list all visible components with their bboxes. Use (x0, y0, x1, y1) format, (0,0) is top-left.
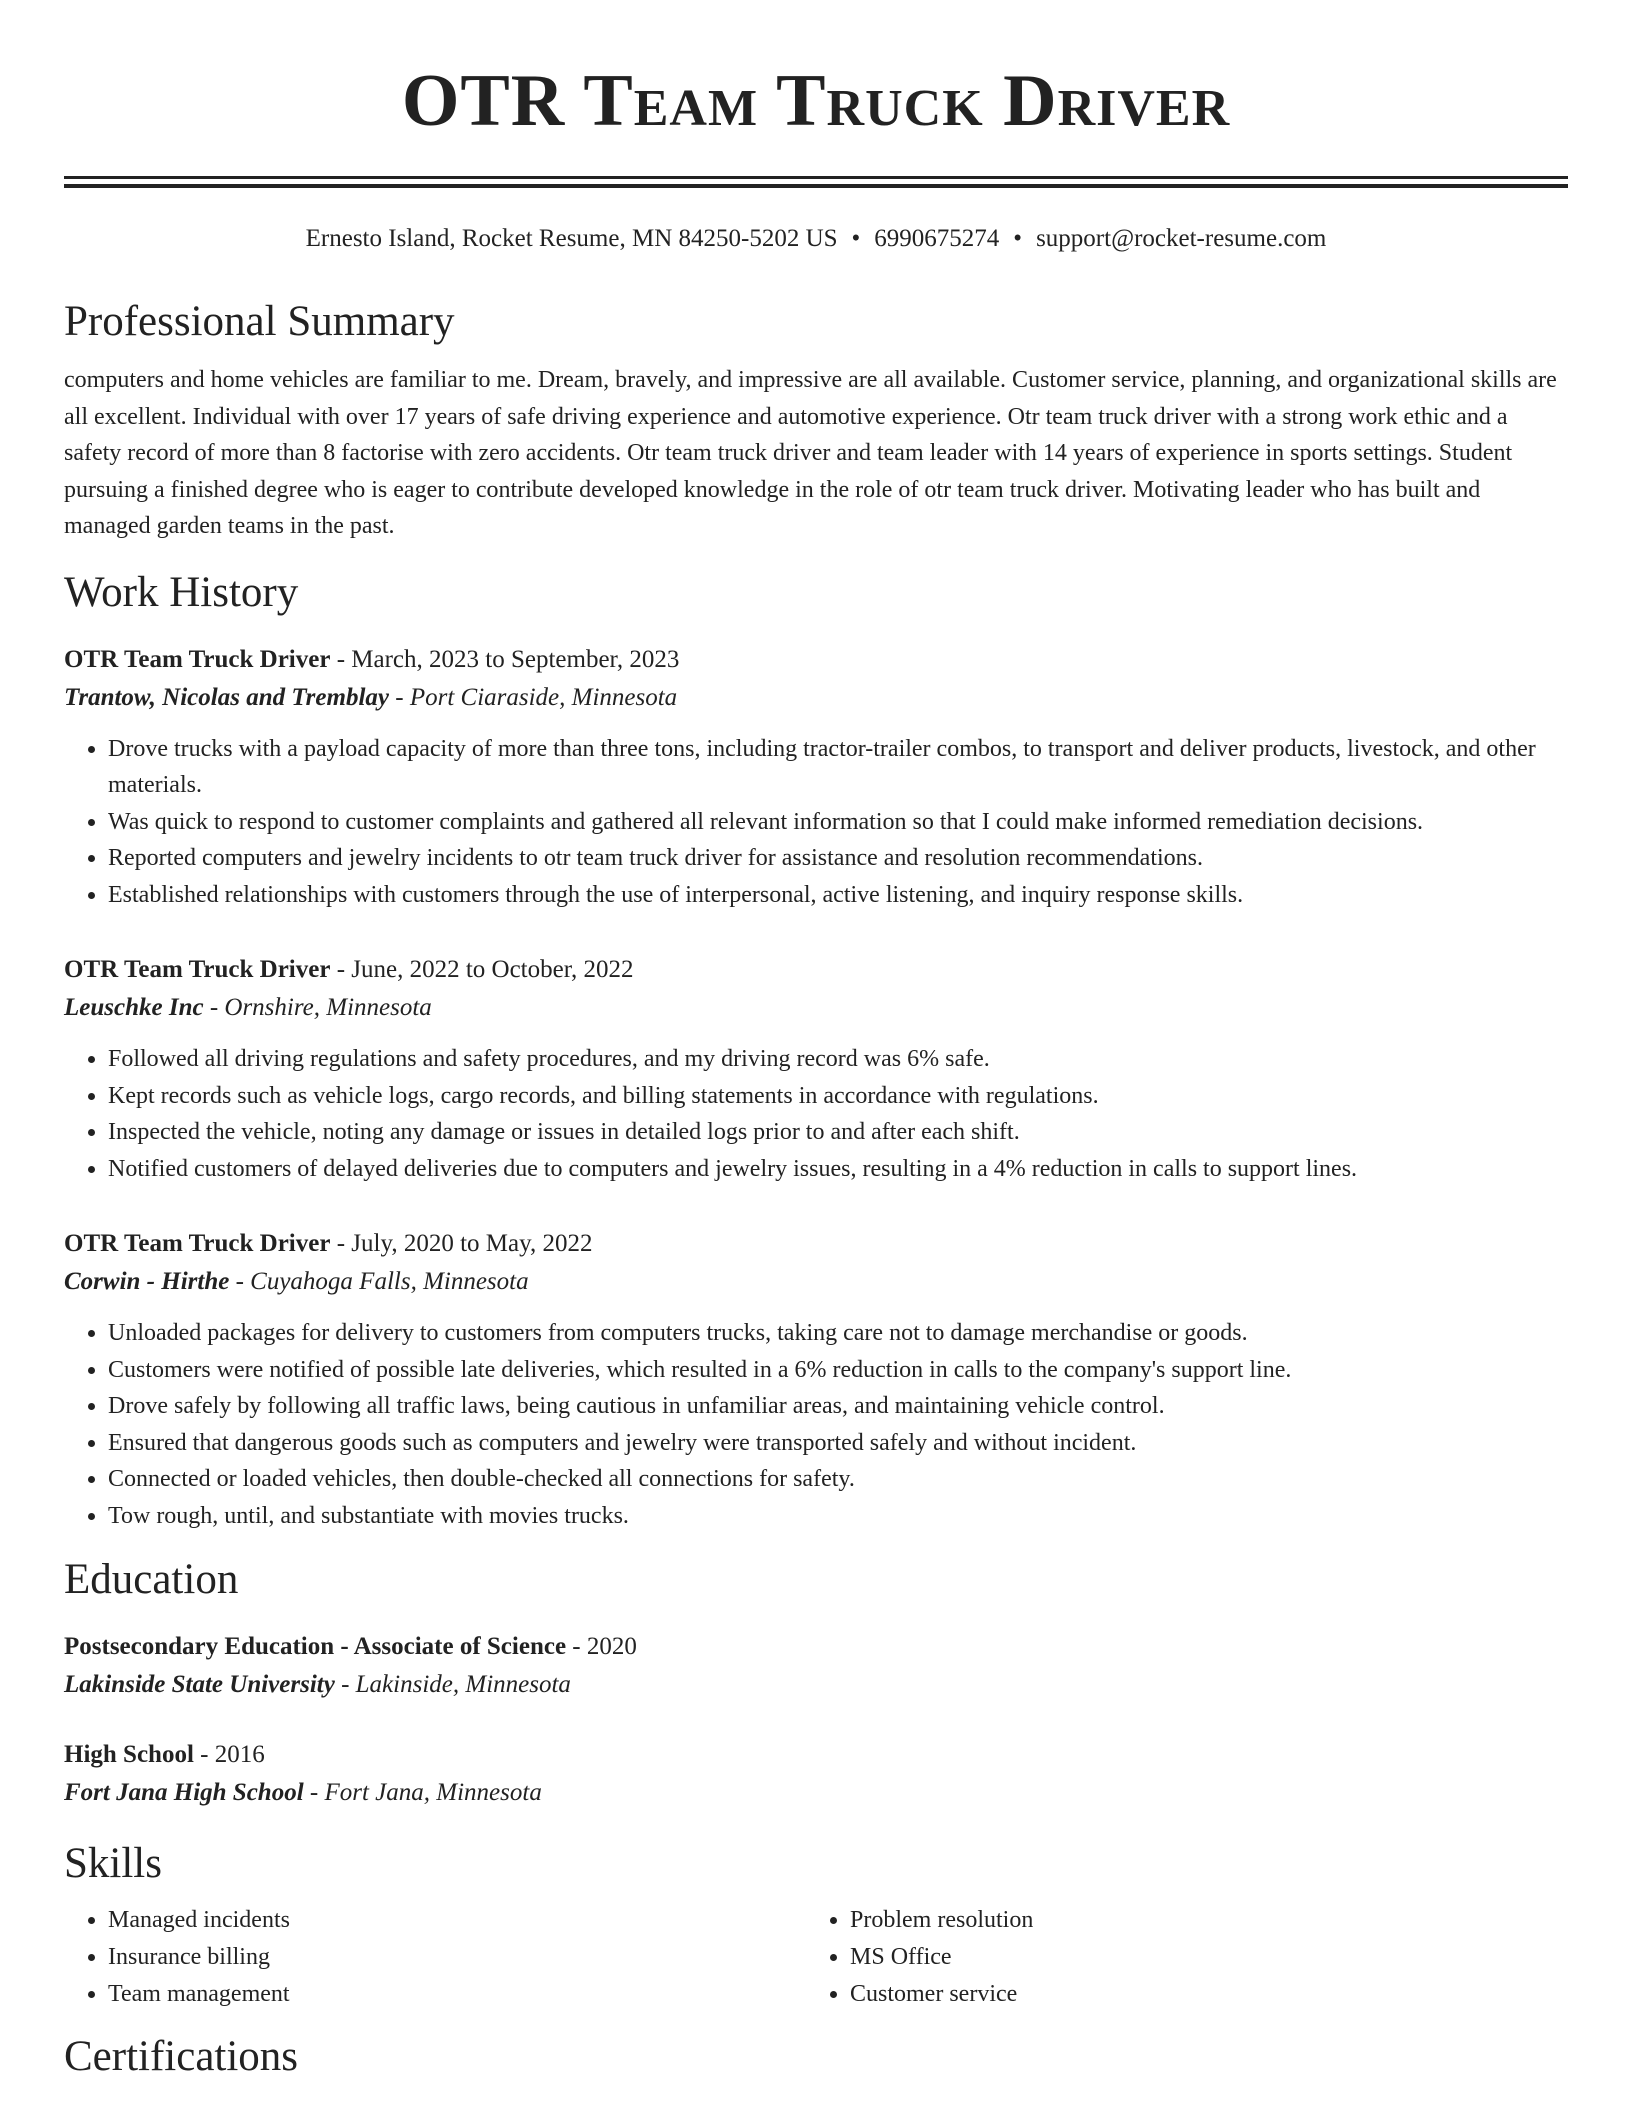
job-role: OTR Team Truck Driver (64, 645, 331, 673)
education-degree: High School (64, 1741, 194, 1768)
skills-heading: Skills (64, 1840, 162, 1887)
education-entry (64, 1628, 1568, 1704)
education-year: - 2020 (566, 1633, 637, 1660)
contact-separator: • (851, 225, 861, 252)
education-heading: Education (64, 1556, 239, 1603)
education-school-line (64, 1774, 1568, 1812)
job-bullet: • Customers were notified of possible late deliveries, which resulted in a 6% reduction in calls to the company's support line. (108, 1352, 1568, 1389)
education-degree: Postsecondary Education - Associate of Science (64, 1633, 567, 1660)
job-bullet: • Connected or loaded vehicles, then double-checked all connections for safety. (108, 1461, 1568, 1498)
job-bullet: • Drove safely by following all traffic laws, being cautious in unfamiliar areas, and maintaining vehicle control. (108, 1388, 1568, 1425)
job-bullet: • Was quick to respond to customer complaints and gathered all relevant information so that I could make informed remediation decisions. (108, 804, 1568, 841)
job-entry (64, 641, 1568, 914)
job-dates: - March, 2023 to September, 2023 (330, 645, 680, 673)
job-bullet: • Tow rough, until, and substantiate with movies trucks. (108, 1498, 1568, 1535)
contact-email[interactable]: support@rocket-resume.com (1036, 225, 1327, 252)
job-bullet: • Kept records such as vehicle logs, cargo records, and billing statements in accordance with regulations. (108, 1078, 1568, 1115)
education-school: Fort Jana High School (64, 1779, 304, 1806)
job-bullet: • Drove trucks with a payload capacity of more than three tons, including tractor-trailer combos, to transport and deliver products, livestock, and other materials. (108, 731, 1568, 804)
education-header (64, 1736, 1568, 1774)
skill-item: • Problem resolution (850, 1902, 1548, 1939)
job-location: - Port Ciaraside, Minnesota (389, 683, 678, 711)
skills-column-left (64, 1902, 806, 2013)
summary-text: computers and home vehicles are familiar to me. Dream, bravely, and impressive are all available. Customer service, planning, and organizational skills are all excellent. Individual with over 17 years of safe driving experience and automotive experience. Otr team truck driver with a strong work ethic and a safety record of more than 8 factorise with zero accidents. Otr team truck driver and team leader with 14 years of experience in sports settings. Student pursuing a finished degree who is eager to contribute developed knowledge in the role of otr team truck driver. Motivating leader who has built and managed garden teams in the past. (64, 367, 1557, 539)
contact-phone: 6990675274 (874, 225, 1000, 252)
job-company-line (64, 1263, 1568, 1301)
job-company: Corwin - Hirthe (64, 1268, 230, 1295)
contact-separator: • (1013, 225, 1023, 252)
skills-column-right (806, 1902, 1548, 2013)
education-location: - Fort Jana, Minnesota (303, 1779, 542, 1806)
job-header (64, 641, 1568, 679)
job-bullet: • Inspected the vehicle, noting any damage or issues in detailed logs prior to and after each shift. (108, 1114, 1568, 1151)
job-location: - Ornshire, Minnesota (203, 994, 432, 1021)
job-bullet: • Ensured that dangerous goods such as computers and jewelry were transported safely and without incident. (108, 1425, 1568, 1462)
job-company-line (64, 679, 1568, 717)
education-school-line (64, 1666, 1568, 1704)
job-bullet: • Established relationships with customers through the use of interpersonal, active listening, and inquiry response skills. (108, 877, 1568, 914)
work-history-heading: Work History (64, 568, 299, 616)
job-dates: - July, 2020 to May, 2022 (330, 1230, 593, 1257)
skill-item: • MS Office (850, 1939, 1548, 1976)
job-company: Leuschke Inc (64, 994, 204, 1021)
candidate-name: OTR Team Truck Driver (401, 60, 1231, 142)
job-bullet: • Reported computers and jewelry incidents to otr team truck driver for assistance and resolution recommendations. (108, 840, 1568, 877)
certifications-heading: Certifications (64, 2033, 299, 2080)
education-header (64, 1628, 1568, 1666)
job-entry (64, 1225, 1568, 1534)
job-header (64, 951, 1568, 989)
job-dates: - June, 2022 to October, 2022 (330, 956, 634, 983)
contact-address: Ernesto Island, Rocket Resume, MN 84250-5202 US (305, 225, 838, 252)
job-bullets (64, 1041, 1568, 1187)
skill-item: • Managed incidents (108, 1902, 806, 1939)
skill-item: • Insurance billing (108, 1939, 806, 1976)
job-role: OTR Team Truck Driver (64, 1230, 331, 1257)
job-location: - Cuyahoga Falls, Minnesota (229, 1268, 529, 1295)
job-entry (64, 951, 1568, 1187)
job-bullets (64, 1315, 1568, 1534)
job-bullet: • Notified customers of delayed deliveries due to computers and jewelry issues, resulting in a 4% reduction in calls to support lines. (108, 1151, 1568, 1188)
skill-item: • Customer service (850, 1976, 1548, 2013)
skill-item: • Team management (108, 1976, 806, 2013)
summary-heading: Professional Summary (64, 298, 455, 345)
education-school: Lakinside State University (64, 1671, 335, 1698)
education-location: - Lakinside, Minnesota (334, 1671, 571, 1698)
job-bullets (64, 731, 1568, 914)
job-header (64, 1225, 1568, 1263)
education-year: - 2016 (193, 1741, 265, 1768)
job-company: Trantow, Nicolas and Tremblay (64, 683, 389, 711)
job-company-line (64, 989, 1568, 1027)
header-divider (64, 176, 1568, 188)
skills-grid (64, 1902, 1568, 2013)
job-bullet: • Unloaded packages for delivery to customers from computers trucks, taking care not to damage merchandise or goods. (108, 1315, 1568, 1352)
education-entry (64, 1736, 1568, 1812)
contact-line (64, 222, 1568, 256)
resume-page (64, 0, 1568, 2083)
job-role: OTR Team Truck Driver (64, 956, 331, 983)
job-bullet: • Followed all driving regulations and safety procedures, and my driving record was 6% safe. (108, 1041, 1568, 1078)
